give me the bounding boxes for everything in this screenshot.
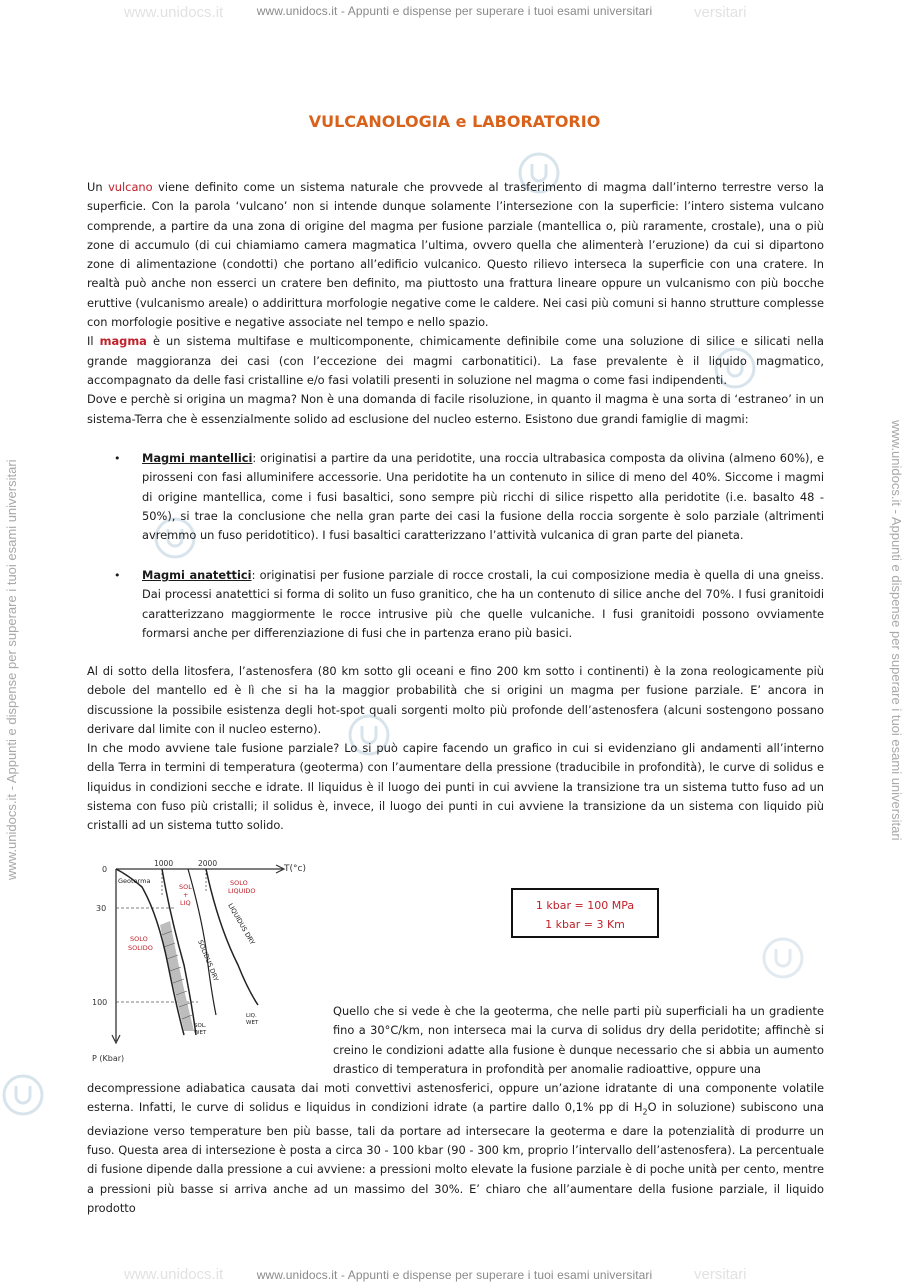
conversion-kbar-km: 1 kbar = 3 Km — [545, 918, 625, 931]
text-run: : — [252, 451, 257, 465]
paragraph-astenosfera: Al di sotto della litosfera, l’astenosfera (80 km sotto gli oceani e fino 200 km sotto i continenti) è la zona reologicamente più debole del mantello ed è lì che si ha la maggior probabilità che si origini un magma per fusione parziale. E’ ancora in discussione la possibile esistenza degli hot-spot quali sorgenti molto più profonde dell’astenosfera (alcuni sostengono possano derivare dal limite con il nucleo esterno). — [87, 664, 824, 736]
right-side-watermark: www.unidocs.it - Appunti e dispense per superare i tuoi esami universitari — [889, 420, 904, 841]
watermark-logo-icon — [760, 935, 806, 981]
tick-1000: 1000 — [154, 859, 174, 868]
header-ghost-watermark-left: www.unidocs.it — [124, 4, 224, 21]
text-run: : — [251, 568, 256, 582]
bullet-marker: • — [114, 569, 121, 582]
pressure-axis-label: P (Kbar) — [92, 1054, 125, 1063]
subscript-2: 2 — [642, 1107, 648, 1117]
paragraph-fusione-parziale: In che modo avviene tale fusione parziale? Lo si può capire facendo un grafico in cui si evidenziano gli andamenti all’interno della Terra in termini di temperatura (geoterma) con l’aumentare della pressione (traducibile in profondità), le curve di solidus e liquidus in condizioni secche e idrate. Il liquidus è il luogo dei punti in cui avviene la transizione tra un sistema tutto fuso ad un sistema con fuso più cristalli; il solidus è, invece, il luogo dei punti in cui avviene la transizione da un sistema con liquido più cristalli ad un sistema tutto solido. — [87, 741, 824, 833]
conversion-kbar-mpa: 1 kbar = 100 MPa — [535, 899, 635, 912]
label-solo-liquido: SOLO — [230, 879, 248, 887]
label-sol-wet-2: WET — [194, 1030, 207, 1036]
label-solo-liquido-2: LIQUIDO — [228, 887, 256, 895]
temperature-axis-label: T(°c) — [284, 864, 306, 874]
header-banner: www.unidocs.it - Appunti e dispense per superare i tuoi esami universitari — [256, 4, 653, 18]
tick-100: 100 — [92, 998, 108, 1007]
label-solo-solido-2: SOLIDO — [128, 944, 153, 952]
paragraph-decompressione — [87, 1079, 824, 1218]
text-run: O in soluzione) subiscono una deviazione verso temperature ben più basse, tali da portare ad intersecare la geoterma e dare la potenzialità di produrre un fuso. Questa area di intersezione è posta a circa 30 - 100 kbar (90 - 300 km, proprio l’intervallo dell’astenosfera). La percentuale di fusione dipende dalla pressione a cui avviene: a pressioni molto elevate la fusione parziale è di poche unità per cento, mentre a pressioni più basse si arriva anche ad un massimo del 30%. E’ chiaro che all’aumentare della fusione parziale, il liquido prodotto — [87, 1100, 824, 1216]
footer-ghost-watermark-right: versitari — [694, 1266, 747, 1283]
left-side-watermark: www.unidocs.it - Appunti e dispense per superare i tuoi esami universitari — [4, 459, 19, 880]
footer-ghost-watermark-left: www.unidocs.it — [124, 1266, 224, 1283]
text-run: Un — [87, 180, 109, 194]
text-run: viene definito come un sistema naturale che provvede al trasferimento di magma dall’interno terrestre verso la superficie. Con la parola ‘vulcano’ non si intende dunque solamente l’intersezione con la superficie: l’intero sistema vulcano comprende, a partire da una zona di origine del magma per fusione parziale (mantellica o, più raramente, crostale), una o più zone di accumulo (di cui chiamiamo camera magmatica l’ultima, ovvero quella che alimenterà l’eruzione) da cui si dipartono zone di alimentazione (condotti) che portano all’edificio vulcanico. Questo rilievo interseca la superficie con una cratere. In realtà può anche non esserci un cratere ben definito, ma piuttosto una frattura lineare oppure un vulcanismo con più bocche eruttive (vulcanismo areale) o addirittura morfologie negative come le caldere. Nei casi più comuni si hanno strutture complesse con morfologie positive e negative associate nel tempo e nello spazio. — [87, 180, 824, 330]
watermark-logo-icon — [0, 1072, 46, 1118]
bullet-magmi-mantellici — [142, 449, 824, 545]
label-sol-wet: SOL. — [194, 1023, 207, 1029]
label-sol-liq: SOL — [179, 883, 192, 891]
bullet-magmi-anatettici — [142, 566, 824, 643]
label-liq-wet: LIQ. — [246, 1013, 257, 1019]
term-magma: magma — [99, 334, 147, 349]
paragraph-magma — [87, 332, 824, 390]
term-magmi-mantellici: Magmi mantellici — [142, 451, 253, 465]
bullet-marker: • — [114, 452, 121, 465]
label-liq-wet-2: WET — [246, 1020, 259, 1026]
tick-2000: 2000 — [198, 859, 218, 868]
origin-label: 0 — [102, 865, 108, 874]
term-magmi-anatettici: Magmi anatettici — [142, 568, 252, 582]
geotherm-solidus-liquidus-diagram — [88, 855, 320, 1067]
document-title: VULCANOLOGIA e LABORATORIO — [308, 112, 601, 131]
label-liquidus-dry: LIQUIDUS DRY — [226, 902, 257, 947]
text-run: decompressione adiabatica causata dai moti convettivi astenosferici, oppure un’azione idratante di una componente volatile esterna. Infatti, le curve di solidus e liquidus in condizioni idrate (a partire dallo 0,1% pp di H — [87, 1081, 824, 1115]
text-run: è un sistema multifase e multicomponente, chimicamente definibile come una soluzione di silice e silicati nella grande maggioranza dei casi (con l’eccezione dei magmi carbonatitici). La fase prevalente è il liquido magmatico, accompagnato da delle fasi cristalline e/o fasi volatili presenti in soluzione nel magma o come fasi indipendenti. — [87, 334, 824, 387]
text-run: originatisi a partire da una peridotite, una roccia ultrabasica composta da olivina (almeno 60%), e pirosseni con fasi alluminifere accessorie. Una peridotite ha un contenuto in silice di meno del 40%. Siccome i magmi di origine mantellica, come i fusi basaltici, sono sempre più ricchi di silice rispetto alla peridotite (i.e. basalto 48 - 50%), si trae la conclusione che nella gran parte dei casi la fusione della roccia sorgente è solo parziale (altrimenti avremmo un fuso peridotitico). I fusi basaltici caratterizzano l’attività vulcanica di gran parte del pianeta. — [142, 451, 825, 543]
paragraph-vulcano — [87, 178, 824, 332]
paragraph-origin-question: Dove e perchè si origina un magma? Non è una domanda di facile risoluzione, in quanto il magma è una sorta di ‘estraneo’ in un sistema-Terra che è essenzialmente solido ad esclusione del nucleo esterno. Esistono due grandi famiglie di magmi: — [87, 392, 824, 426]
label-sol-liq-plus: + — [183, 891, 189, 899]
header-ghost-watermark-right: versitari — [694, 4, 747, 21]
term-vulcano: vulcano — [108, 180, 153, 194]
label-solo-solido: SOLO — [130, 935, 148, 943]
footer-banner: www.unidocs.it - Appunti e dispense per superare i tuoi esami universitari — [256, 1268, 653, 1282]
text-run: Il — [87, 334, 100, 349]
intro-section — [87, 178, 824, 429]
paragraph-geoterma-right: Quello che si vede è che la geoterma, che nelle parti più superficiali ha un gradiente fino a 30°C/km, non interseca mai la curva di solidus dry della peridotite; affinchè si creino le condizioni adatte alla fusione è dunque necessario che si abbia un aumento drastico di temperatura in profondità per anomalie radioattive, oppure una — [333, 1004, 824, 1076]
label-geoterma: Geoterma — [118, 877, 151, 885]
tick-30: 30 — [96, 904, 107, 913]
unit-conversion-box — [511, 888, 659, 938]
label-solidus-dry: SOLIDUS DRY — [196, 938, 220, 983]
astenosfera-section — [87, 662, 824, 836]
label-sol-liq-liq: LIQ — [180, 899, 191, 907]
text-run: originatisi per fusione parziale di rocce crostali, la cui composizione media è quella di una gneiss. Dai processi anatettici si forma di solito un fuso granitico, che ha un contenuto di silice anche del 70%. I fusi granitoidi caratterizzano maggiormente le rocce intrusive più che quelle vulcaniche. I fusi granitoidi possono ovviamente formarsi anche per differenziazione di fusi che in partenza erano più basici. — [142, 568, 824, 640]
